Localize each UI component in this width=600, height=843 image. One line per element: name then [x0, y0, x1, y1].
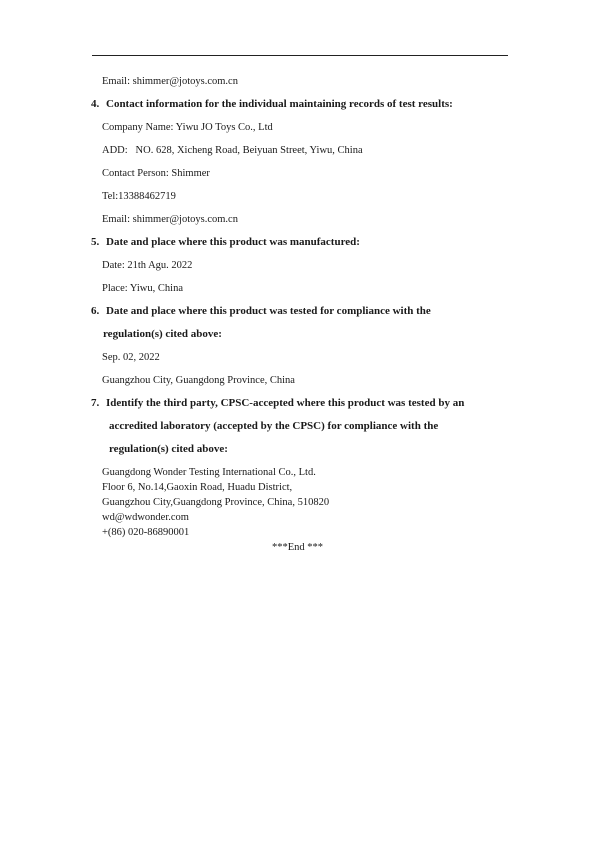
lab-email: wd@wdwonder.com — [102, 512, 189, 523]
section-7-number: 7. — [91, 397, 100, 409]
s4-address: ADD: NO. 628, Xicheng Road, Beiyuan Street, Yiwu, China — [102, 145, 363, 156]
s4-contact-person: Contact Person: Shimmer — [102, 168, 210, 179]
lab-name: Guangdong Wonder Testing International Co., Ltd. — [102, 467, 316, 478]
lab-phone: +(86) 020-86890001 — [102, 527, 190, 538]
section-4-heading — [91, 98, 453, 111]
end-marker: ***End *** — [272, 542, 324, 553]
s5-date: Date: 21th Agu. 2022 — [102, 260, 193, 271]
prev-email: Email: shimmer@jotoys.com.cn — [102, 76, 238, 87]
section-7-title-line1: Identify the third party, CPSC-accepted where this product was tested by an — [106, 397, 465, 409]
section-5-title: Date and place where this product was manufactured: — [106, 236, 360, 248]
section-7-title-line3: regulation(s) cited above: — [109, 443, 228, 455]
s6-date: Sep. 02, 2022 — [102, 352, 160, 363]
section-6-heading — [91, 305, 431, 318]
section-4-title: Contact information for the individual maintaining records of test results: — [106, 98, 453, 110]
lab-address-line2: Guangzhou City,Guangdong Province, China, 510820 — [102, 497, 330, 508]
section-6-number: 6. — [91, 305, 100, 317]
section-6-title-line1: Date and place where this product was tested for compliance with the — [106, 305, 431, 317]
section-5-number: 5. — [91, 236, 100, 248]
s4-email: Email: shimmer@jotoys.com.cn — [102, 214, 238, 225]
section-6-title-line2: regulation(s) cited above: — [103, 328, 222, 340]
s6-place: Guangzhou City, Guangdong Province, China — [102, 375, 295, 386]
header-divider — [92, 55, 508, 56]
s5-place: Place: Yiwu, China — [102, 283, 183, 294]
section-7-heading — [91, 397, 464, 410]
section-5-heading — [91, 236, 360, 249]
s4-tel: Tel:13388462719 — [102, 191, 176, 202]
lab-address-line1: Floor 6, No.14,Gaoxin Road, Huadu District, — [102, 482, 293, 493]
section-4-number: 4. — [91, 98, 100, 110]
section-7-title-line2: accredited laboratory (accepted by the CPSC) for compliance with the — [109, 420, 439, 432]
s4-company: Company Name: Yiwu JO Toys Co., Ltd — [102, 122, 273, 133]
